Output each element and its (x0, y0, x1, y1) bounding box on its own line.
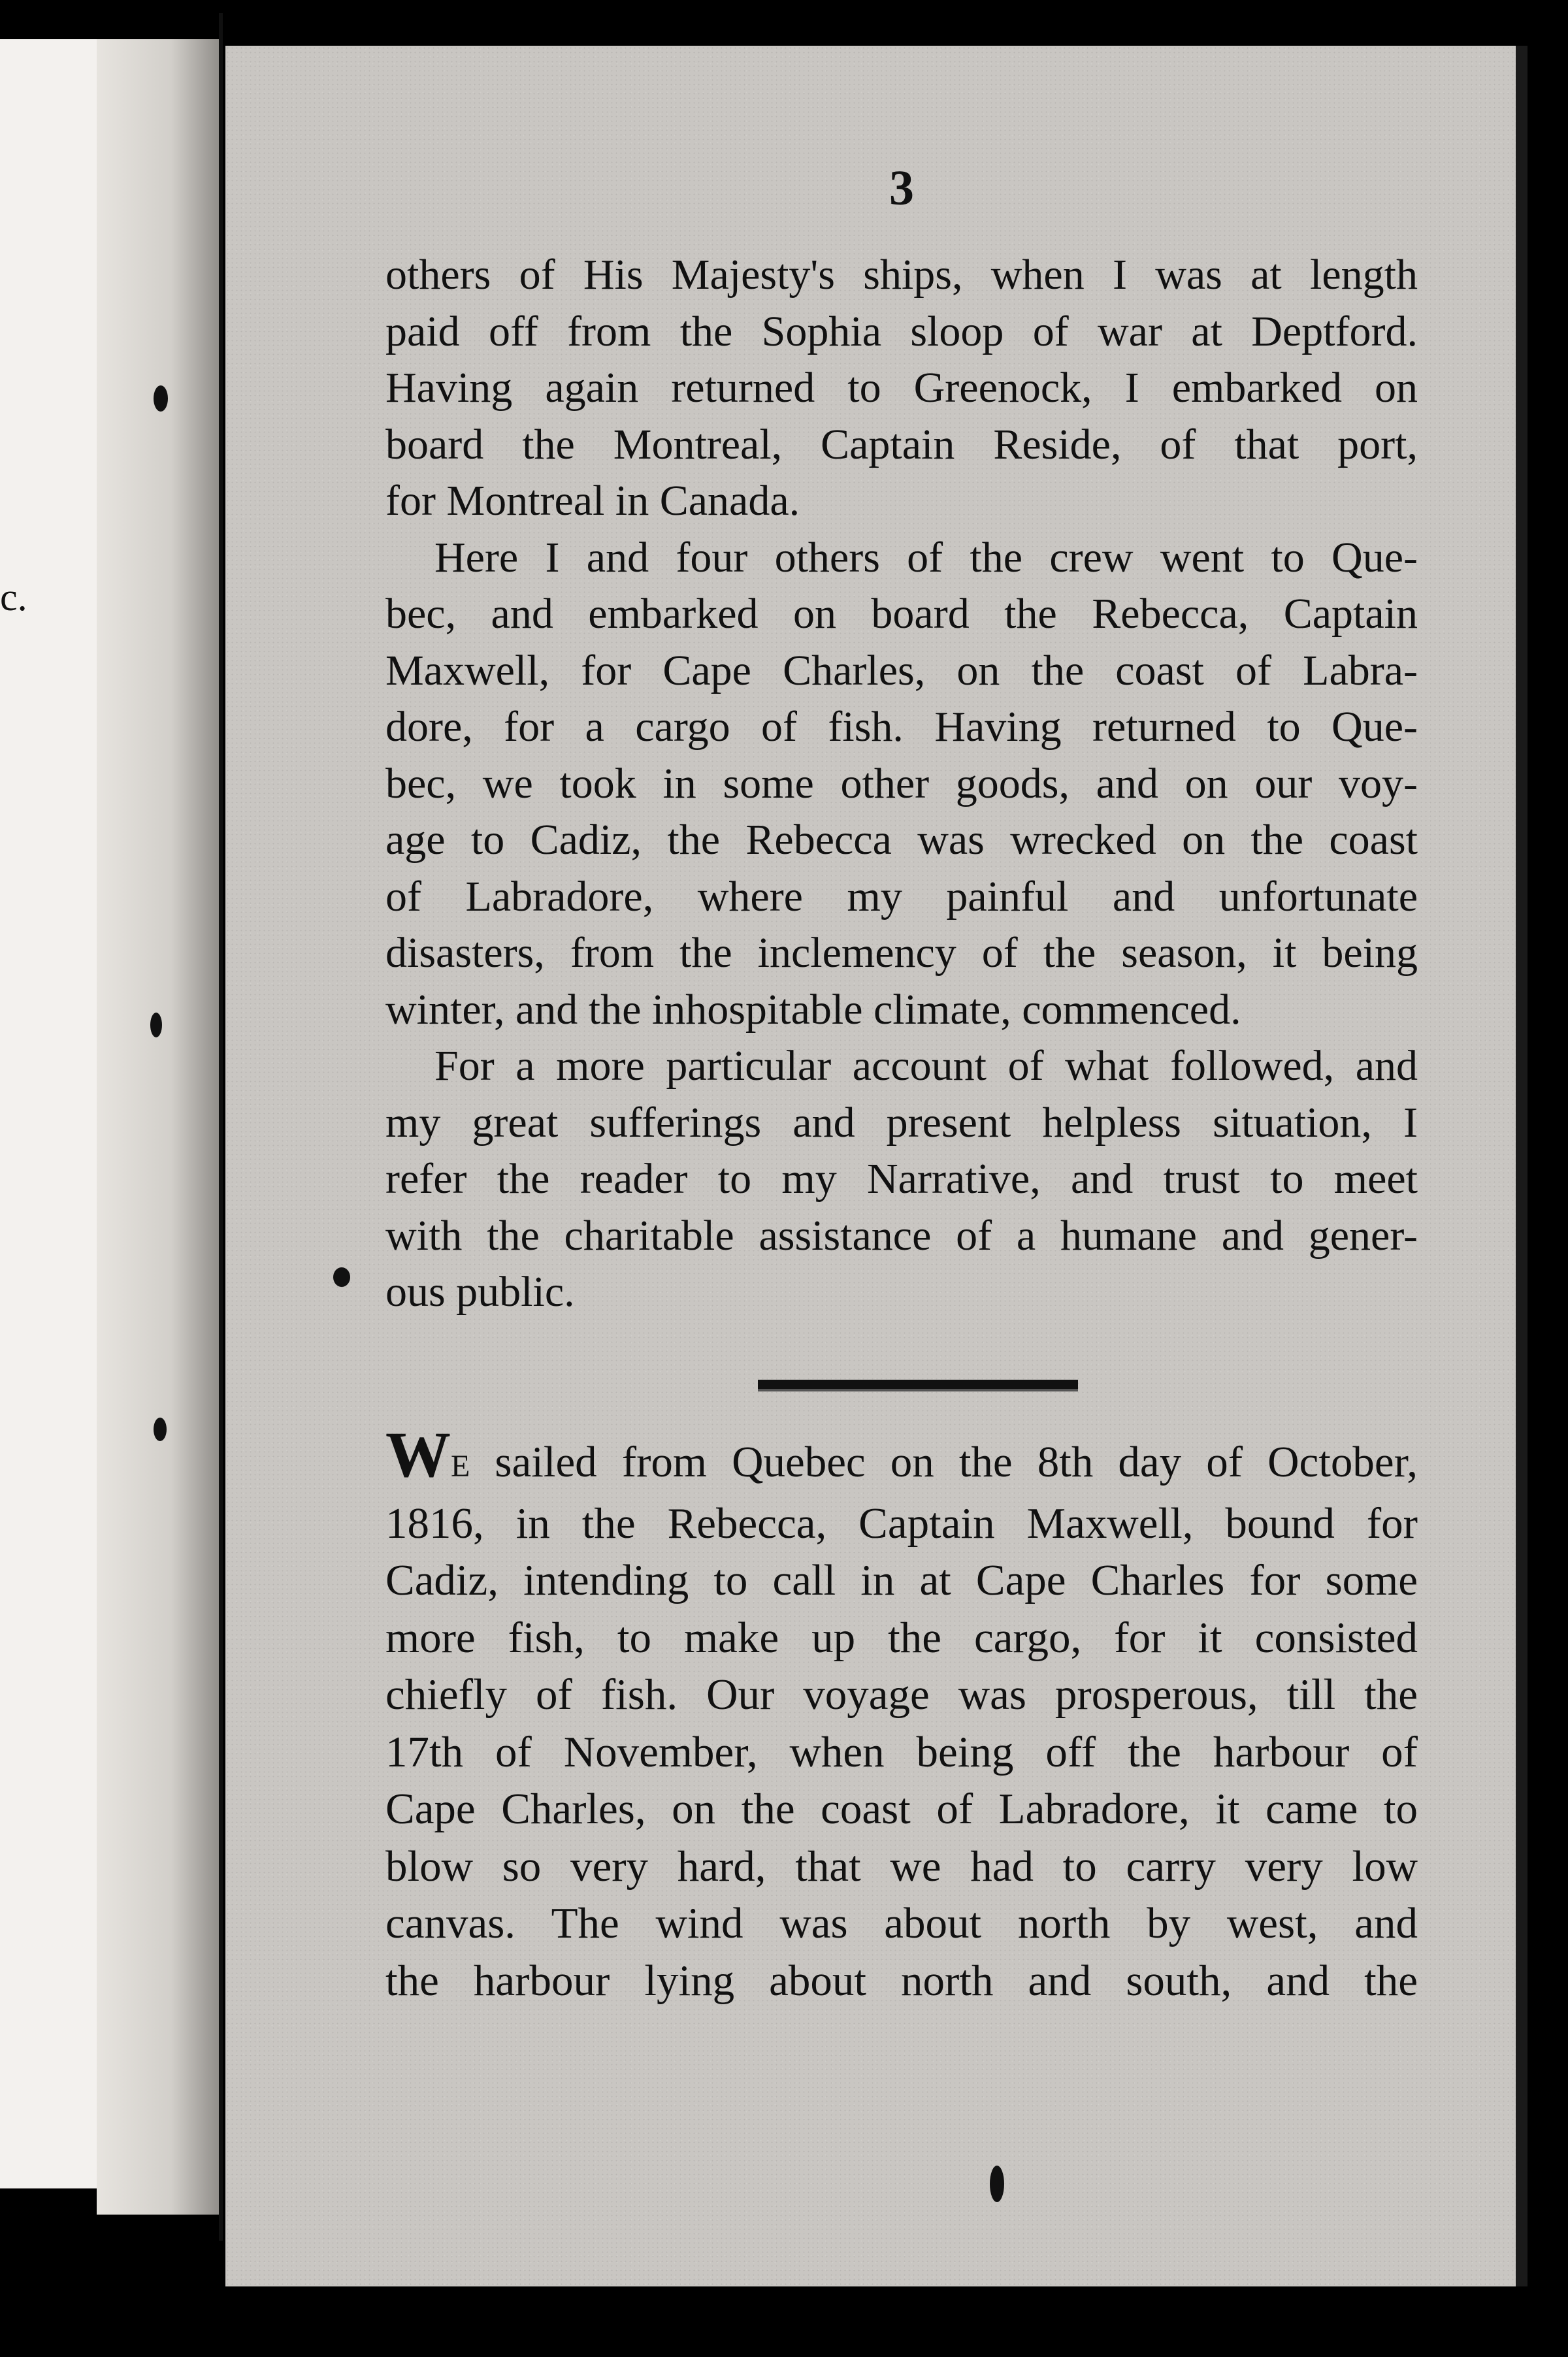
preface-text (385, 247, 1418, 1321)
text-line: 17th of November, when being off the harbour of (385, 1727, 1418, 1776)
text-line: canvas. The wind was about north by west, and (385, 1899, 1418, 1947)
text-line: chiefly of fish. Our voyage was prosperous, till the (385, 1670, 1418, 1719)
text-line: Maxwell, for Cape Charles, on the coast of Labra- (385, 646, 1418, 694)
text-line: bec, we took in some other goods, and on our voy- (385, 759, 1418, 807)
narrative-text (385, 1418, 1418, 2009)
text-line: my great sufferings and present helpless situation, I (385, 1098, 1418, 1146)
page-number: 3 (889, 161, 914, 216)
ink-speck (154, 385, 168, 412)
text-line: for Montreal in Canada. (385, 477, 800, 525)
text-line: Cape Charles, on the coast of Labradore, it came to (385, 1785, 1418, 1833)
drop-cap: W (385, 1418, 451, 1491)
text-line: Cadiz, intending to call in at Cape Charles for some (385, 1556, 1418, 1604)
text-line: age to Cadiz, the Rebecca was wrecked on the coast (385, 816, 1418, 864)
text-line: disasters, from the inclemency of the season, it being (385, 929, 1418, 977)
narrative-first-line (385, 1418, 1418, 1495)
text-line: refer the reader to my Narrative, and trust to meet (385, 1155, 1418, 1203)
book-gutter (97, 39, 221, 2215)
text-line: of Labradore, where my painful and unfortunate (385, 872, 1418, 920)
section-divider (758, 1380, 1078, 1391)
text-line: more fish, to make up the cargo, for it consisted (385, 1613, 1418, 1662)
left-stray-letter: c. (0, 576, 27, 619)
text-line: For a more particular account of what followed, and (434, 1042, 1418, 1090)
text-line: the harbour lying about north and south, and the (385, 1956, 1418, 2005)
page-edge (1516, 46, 1527, 2286)
text-line: others of His Majesty's ships, when I was at length (385, 251, 1418, 299)
text-line: Having again returned to Greenock, I embarked on (385, 364, 1418, 412)
ink-speck (154, 1418, 167, 1441)
text-line: blow so very hard, that we had to carry very low (385, 1842, 1418, 1891)
text-line: with the charitable assistance of a humane and gener- (385, 1211, 1418, 1260)
text-line: board the Montreal, Captain Reside, of that port, (385, 420, 1418, 468)
small-cap: E (451, 1449, 470, 1484)
text-line: ous public. (385, 1268, 575, 1316)
ink-speck (333, 1267, 350, 1287)
text-line: dore, for a cargo of fish. Having returned to Que- (385, 703, 1418, 751)
ink-speck (150, 1013, 162, 1037)
ink-speck (990, 2166, 1004, 2202)
text-line: 1816, in the Rebecca, Captain Maxwell, bound for (385, 1499, 1418, 1548)
text-line: winter, and the inhospitable climate, commenced. (385, 985, 1241, 1033)
text-line: paid off from the Sophia sloop of war at Deptford. (385, 307, 1418, 355)
first-line-text: sailed from Quebec on the 8th day of October, (470, 1438, 1418, 1486)
text-line: Here I and four others of the crew went to Que- (434, 533, 1418, 581)
text-line: bec, and embarked on board the Rebecca, Captain (385, 590, 1418, 638)
book-spine (219, 13, 223, 2241)
